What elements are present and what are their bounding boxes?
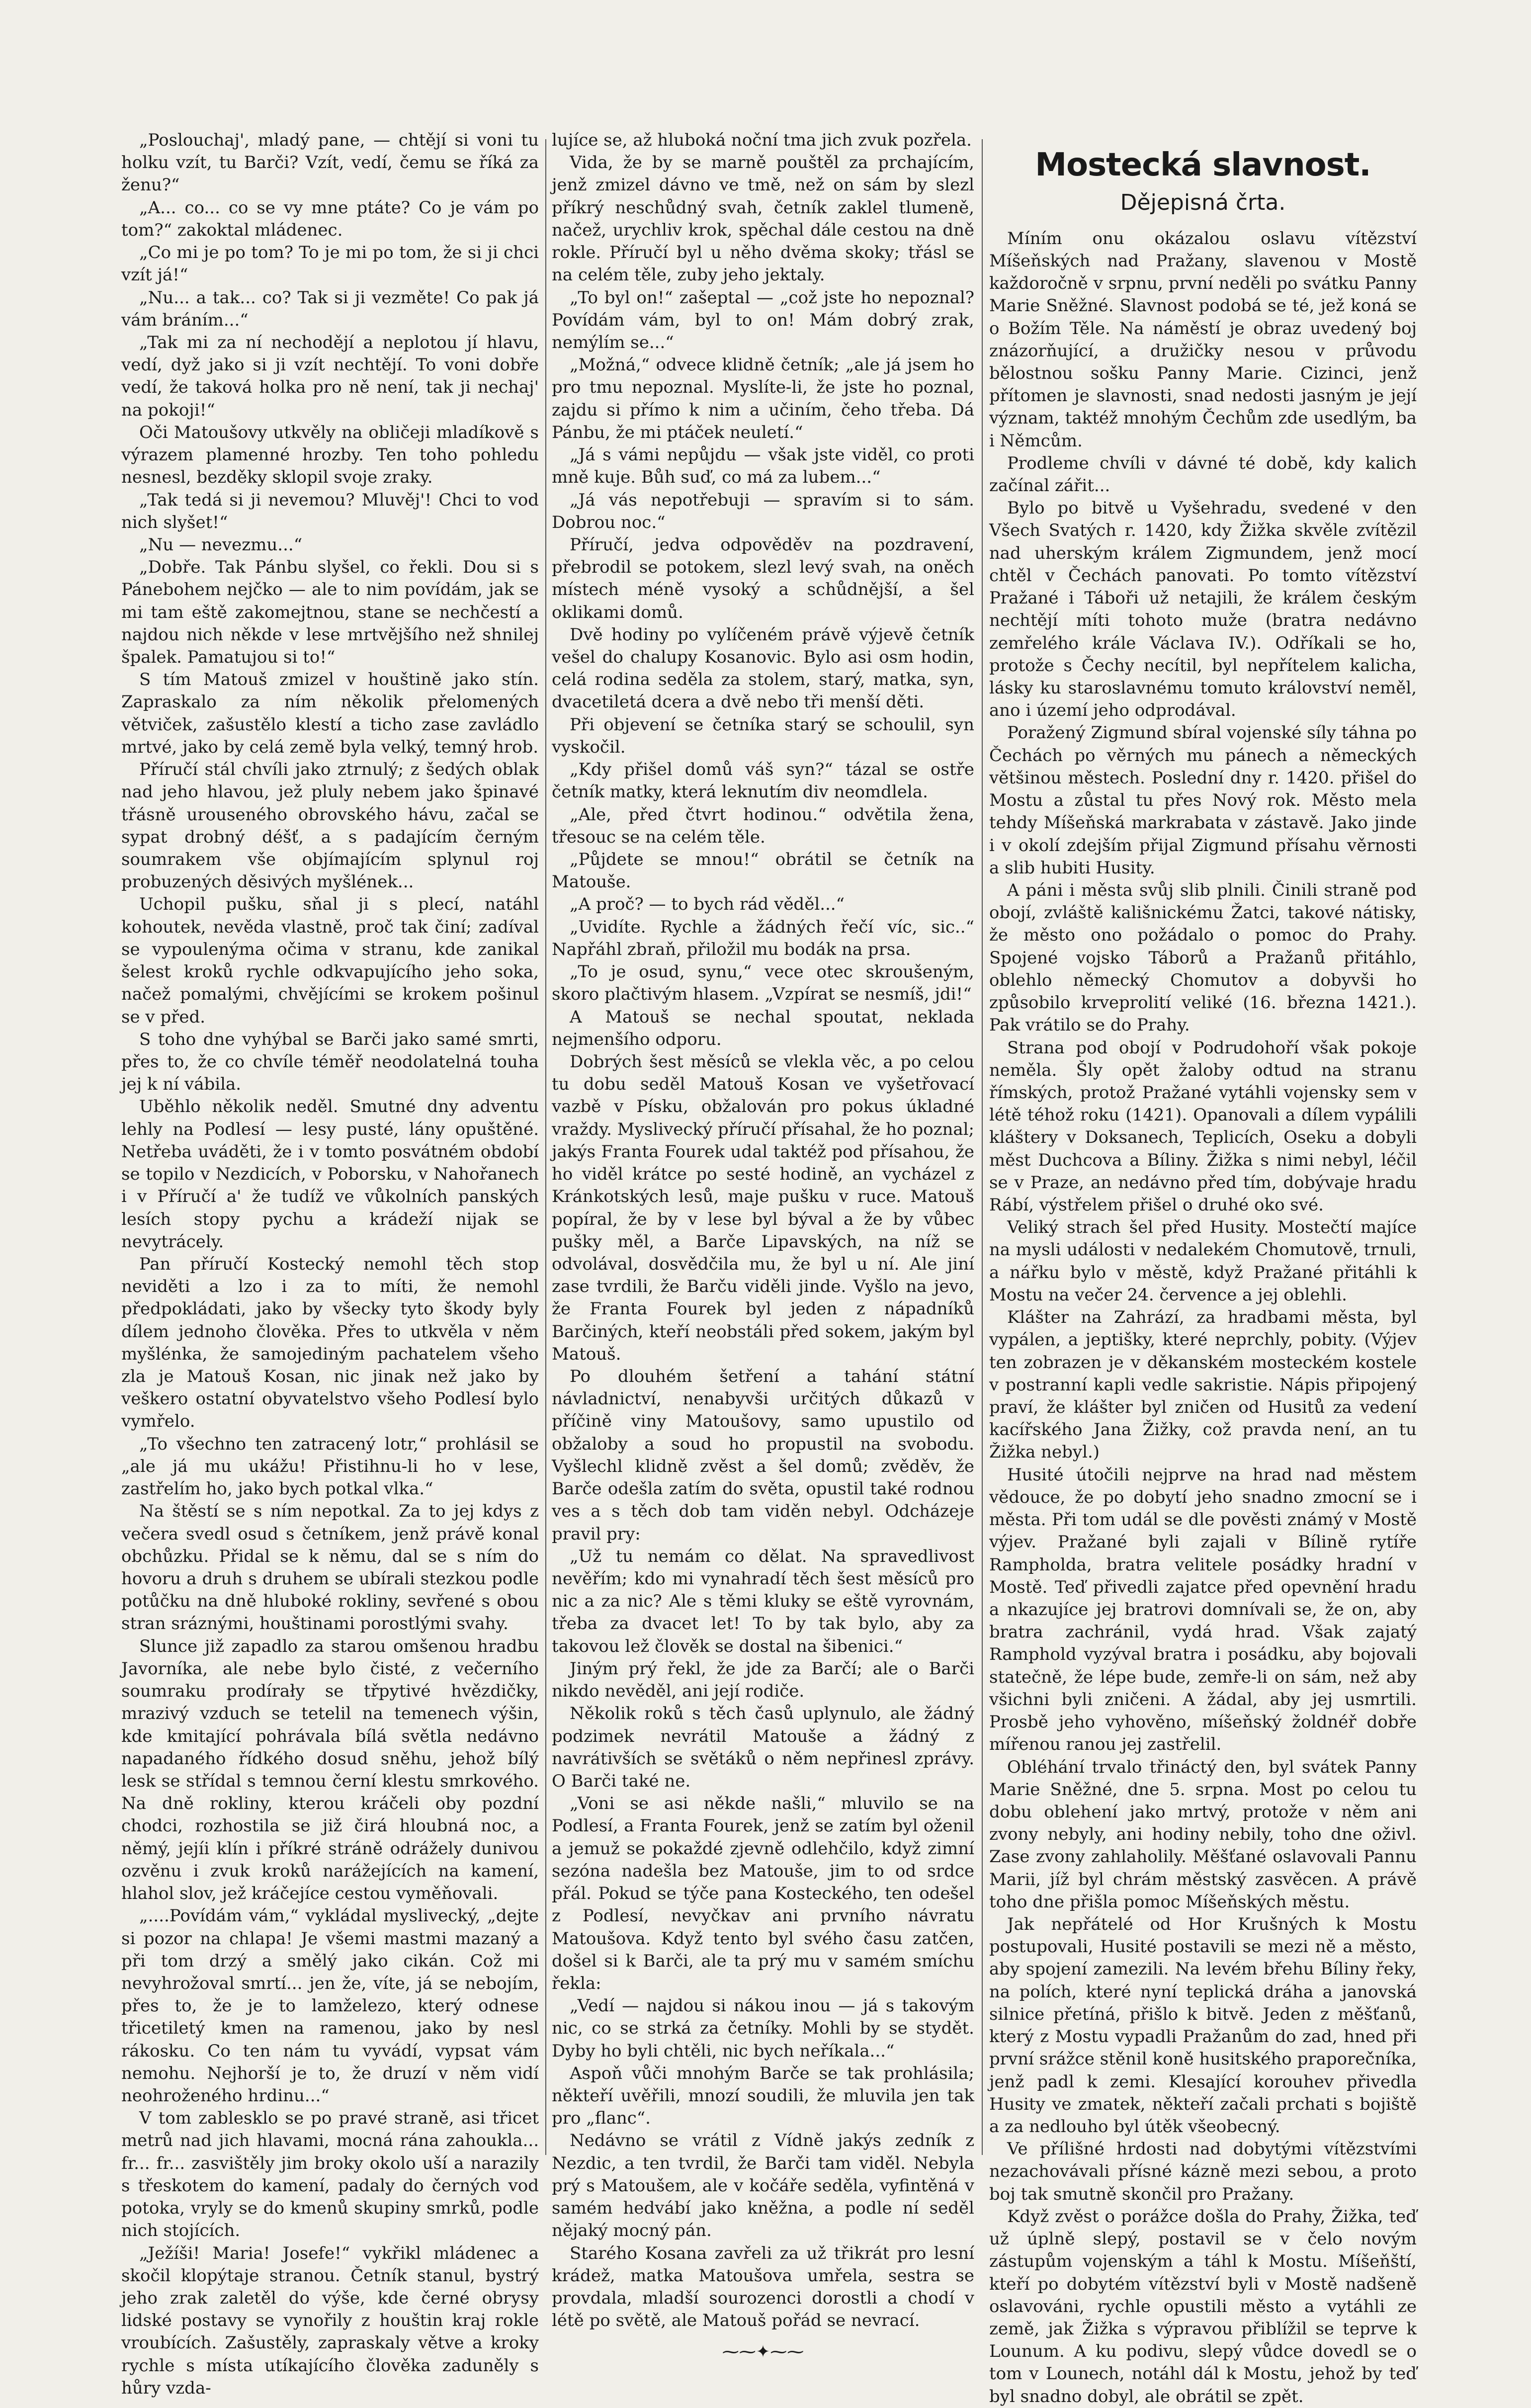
paragraph: „Tak tedá si ji nevemou? Mluvěj'! Chci to vod nich slyšet!“ (121, 490, 539, 532)
paragraph: „Uvidíte. Rychle a žádných řečí víc, sic..“ Napřáhl zbraň, přiložil mu bodák na prsa. (552, 917, 974, 959)
paragraph: „Půjdete se mnou!“ obrátil se četník na Matouše. (552, 850, 974, 892)
paragraph: Aspoň vůči mnohým Barče se tak prohlásila; někteří uvěřili, mnozí soudili, že mluvila jen tak pro „flanc“. (552, 2063, 974, 2129)
paragraph: Pan příručí Kostecký nemohl těch stop neviděti a lzo i za to míti, že nemohl předpokládati, jako by všecky tyto škody byly dílem jednoho člověka. Přes to utkvěla v něm myšlénka, že samojediným pachatelem všeho zla je Matouš Kosan, nic jinak než jako by veškero ostatní obyvatelstvo všeho Podlesí bylo vymřelo. (121, 1254, 539, 1432)
article-title: Mostecká slavnost. (1035, 147, 1371, 183)
paragraph: Nedávno se vrátil z Vídně jakýs zedník z Nezdic, a ten tvrdil, že Barči tam viděl. Nebyla prý s Matoušem, ale v kočáře seděla, vyfintěná v samém hedvábí jako kněžna, a podle ní seděl nějaký mocný pán. (552, 2131, 974, 2241)
paragraph: Příručí, jedva odpověděv na pozdravení, přebrodil se potokem, slezl levý svah, na oněch místech méně vysoký a schůdnější, a šel oklikami domů. (552, 534, 974, 622)
paragraph: Jiným prý řekl, že jde za Barčí; ale o Barči nikdo nevěděl, ani její rodiče. (552, 1658, 974, 1702)
paragraph: „Možná,“ odvece klidně četník; „ale já jsem ho pro tmu nepoznal. Myslíte-li, že jste ho poznal, zajdu si přímo k nim a učiním, čeho třeba. Dá Pánbu, že mi ptáček neuletí.“ (552, 355, 974, 442)
paragraph: Když zvěst o porážce došla do Prahy, Žižka, teď už úplně slepý, postavil se v čelo novým zástupům vojenským a táhl k Mostu. Míšeňští, kteří po dobytém vítězství byli v Mostě nadšeně oslavováni, rychle opustili město a vytáhli ze země, jak Žižka s výpravou přiblížil se teprve k Lounum. A ku podivu, slepý vůdce dovedl se o tom v Lounech, notáhl dál k Mostu, jehož by teď byl snadno dobyl, ale obrátil se zpět. (989, 2206, 1417, 2407)
paragraph: „Nu... a tak... co? Tak si ji vezměte! Co pak já vám bráním...“ (121, 287, 539, 330)
paragraph: „Co mi je po tom? To je mi po tom, že si ji chci vzít já!“ (121, 243, 539, 285)
paragraph: „To všechno ten zatracený lotr,“ prohlásil se „ale já mu ukážu! Přistihnu-li ho v lese, zastřelím ho, jako bych potkal vlka.“ (121, 1434, 539, 1499)
paragraph: Veliký strach šel před Husity. Mostečtí majíce na mysli události v nedalekém Chomutově, trnuli, a nářku bylo v městě, když Pražané přitáhli k Mostu na večer 24. července a jej oblehli. (989, 1217, 1417, 1305)
column-rule (982, 139, 983, 2155)
paragraph: V tom zablesklo se po pravé straně, asi třicet metrů nad jich hlavami, mocná rána zahoukla... fr... fr... zasvištěly jim broky okolo uší a narazily s třeskotem do kamení, padaly do černých vod potoka, vryly se do kmenů skupiny smrků, podle nich stojících. (121, 2108, 539, 2241)
paragraph: „Poslouchaj', mladý pane, — chtějí si voni tu holku vzít, tu Barči? Vzít, vedí, čemu se říká za ženu?“ (121, 130, 539, 195)
paragraph: Příručí stál chvíli jako ztrnulý; z šedých oblak nad jeho hlavou, jež pluly nebem jako špinavé třásně urouseného obrovského hávu, začal se sypat drobný déšť, a s padajícím černým soumrakem vše objímajícím splynul roj probuzených děsivých myšlének... (121, 760, 539, 892)
paragraph: Na štěstí se s ním nepotkal. Za to jej kdys z večera svedl osud s četníkem, jenž právě konal obchůzku. Přidal se k němu, dal se s ním do hovoru a druh s druhem se ubírali stezkou podle potůčku na dně hluboké rokliny, sevřené s obou stran sráznými, houštinami porostlými svahy. (121, 1501, 539, 1634)
paragraph: Jak nepřátelé od Hor Krušných k Mostu postupovali, Husité postavili se mezi ně a město, aby spojení zamezili. Na levém břehu Bíliny řeky, na polích, které nyní teplická dráha a janovská silnice přetíná, přišlo k bitvě. Jeden z měšťanů, který z Mostu vypadli Pražanům do zad, hned při první srážce stěnil koně husitského praporečníka, jenž padl k zemi. Klesající korouhev přivedla Husity ve zmatek, někteří začali prchati s bojiště a za nedlouho byl útěk všeobecný. (989, 1914, 1417, 2137)
story-column-left (121, 129, 539, 2398)
paragraph: S tím Matouš zmizel v houštině jako stín. Zapraskalo za ním několik přelomených větviček, zašustělo klestí a ticho zase zavládlo mrtvé, jako by celá země byla velký, temný hrob. (121, 670, 539, 757)
paragraph: Strana pod obojí v Podrudohoří však pokoje neměla. Šly opět žaloby odtud na stranu římských, protož Pražané vytáhli vojensky sem v létě téhož roku (1421). Opanovali a dílem vypálili kláštery v Doksanech, Teplicích, Oseku a dobyli měst Duchcova a Bíliny. Žižka s nimi nebyl, léčil se v Praze, an nedávno před tím, dobývaje hradu Rábí, výstřelem přišel o druhé oko své. (989, 1037, 1417, 1215)
paragraph: „A proč? — to bych rád věděl...“ (570, 894, 845, 915)
paragraph: Dobrých šest měsíců se vlekla věc, a po celou tu dobu seděl Matouš Kosan ve vyšetřovací vazbě v Písku, obžalován pro pokus úkladné vraždy. Myslivecký příručí přísahal, že ho poznal; jakýs Franta Fourek udal taktéž pod přísahou, že ho viděl krátce po sesté hodině, an vycházel z Kránkotských lesů, maje pušku v ruce. Matouš popíral, že by v lese byl býval a že by vůbec pušky měl, a Barče Lipavských, na níž se odvolával, dosvědčila mu, že byl u ní. Ale jiní zase tvrdili, že Barču viděli jinde. Vyšlo na jevo, že Franta Fourek byl jeden z nápadníků Barčiných, kteří neobstáli před sokem, jakým byl Matouš. (552, 1051, 974, 1364)
paragraph: Několik roků s těch časů uplynulo, ale žádný podzimek nevrátil Matouše a žádný z navrátivších se světáků o něm nepřinesl zprávy. O Barči také ne. (552, 1704, 974, 1791)
paragraph: „Tak mi za ní nechodějí a neplotou jí hlavu, vedí, dyž jako si ji vzít nechtějí. To voni dobře vedí, že taková holka pro ně není, tak ji nechaj' na pokoji!“ (121, 332, 539, 420)
paragraph: Oči Matoušovy utkvěly na obličeji mladíkově s výrazem plamenné hrozby. Ten toho pohledu nesnesl, bezděky sklopil svoje zraky. (121, 422, 539, 488)
paragraph: „Ježíši! Maria! Josefe!“ vykřikl mládenec a skočil klopýtaje stranou. Četník stanul, bystrý jeho zrak zaletěl do výše, kde černé obrysy lidské postavy se vynořily z houštin kraj rokle vroubících. Zašustěly, zapraskaly větve a kroky rychle s místa utíkajícího člověka zaduněly s hůry vzda- (121, 2243, 539, 2398)
paragraph: „Já s vámi nepůjdu — však jste viděl, co proti mně kuje. Bůh suď, co má za lubem...“ (552, 445, 974, 488)
paragraph: „Dobře. Tak Pánbu slyšel, co řekli. Dou si s Pánebohem nejčko — ale to nim povídám, jak se mi tam eště zakomejtnou, stane se nechčestí a najdou nich někde v lese mrtvějšího než shnilej špalek. Pamatujou si to!“ (121, 557, 539, 668)
article-column-right (989, 129, 1417, 2407)
paragraph: „Nu — nevezmu...“ (139, 534, 303, 555)
paragraph: A páni i města svůj slib plnili. Činili straně pod obojí, zvláště kališnickému Žatci, takové nátisky, že město ono požádalo o pomoc do Prahy. Spojené vojsko Táborů a Pražanů přitáhlo, oblehlo německý Chomutov a dobyvši ho způsobilo krveprolití veliké (16. března 1421.). Pak vrátilo se do Prahy. (989, 880, 1417, 1035)
article-body (989, 228, 1417, 2408)
paragraph: Klášter na Zahrází, za hradbami města, byl vypálen, a jeptišky, které neprchly, pobity. (Výjev ten zobrazen je v děkanském mosteckém kostele v postranní kapli vedle sakristie. Nápis připojený praví, že klášter byl zničen od Husitů za vedení kacířského Jana Žižky, což pravda není, an tu Žižka nebyl.) (989, 1307, 1417, 1462)
end-ornament: ⁓⁓✦⁓⁓ (722, 2342, 804, 2362)
paragraph: „Už tu nemám co dělat. Na spravedlivost nevěřím; kdo mi vynahradí těch šest měsíců pro nic a za nic? Ale s těmi kluky se eště vyrovnám, třeba za dvacet let! To by tak bylo, aby za takovou lež člověk se dostal na šibenici.“ (552, 1546, 974, 1656)
paragraph: „To je osud, synu,“ vece otec skroušeným, skoro plačtivým hlasem. „Vzpírat se nesmíš, jdi!“ (552, 962, 974, 1005)
paragraph: „Vedí — najdou si nákou inou — já s takovým nic, co se strká za četníky. Mohli by se stydět. Dyby ho byli chtěli, nic bych neříkala...“ (552, 1996, 974, 2061)
article-subtitle: Dějepisná črta. (1120, 190, 1286, 216)
paragraph: Uběhlo několik neděl. Smutné dny adventu lehly na Podlesí — lesy pusté, lány opuštěné. Netřeba uváděti, že i v tomto posvátném období se topilo v Nezdicích, v Poborsku, v Nahořanech i v Příručí a' že tudíž ve vůkolních panských lesích stopy pychu a krádeží nijak se nevytrácely. (121, 1097, 539, 1252)
paragraph: Prodleme chvíli v dávné té době, kdy kalich začínal zářit... (989, 453, 1417, 496)
paragraph: S toho dne vyhýbal se Barči jako samé smrti, přes to, že co chvíle téměř neodolatelná touha jej k ní vábila. (121, 1029, 539, 1095)
paragraph: A Matouš se nechal spoutat, neklada nejmenšího odporu. (552, 1007, 974, 1049)
paragraph: „To byl on!“ zašeptal — „což jste ho nepoznal? Povídám vám, byl to on! Mám dobrý zrak, nemýlím se...“ (552, 287, 974, 352)
story-column-middle (552, 129, 974, 2362)
paragraph: Při objevení se četníka starý se schoulil, syn vyskočil. (552, 714, 974, 757)
paragraph: Bylo po bitvě u Vyšehradu, svedené v den Všech Svatých r. 1420, kdy Žižka skvěle zvítězil nad uherským králem Zigmundem, jenž mocí chtěl v Čechách panovati. Po tomto vítězství Pražané i Táboři už netajili, že králem českým nechtějí míti tohoto muže (bratra nedávno zemřelého krále Václava IV.). Odříkali se ho, protože s Čechy necítil, byl nepřítelem kalicha, lásky ku staroslavnému tomuto království neměl, ano i území jeho odprodával. (989, 498, 1417, 721)
paragraph: Dvě hodiny po vylíčeném právě výjevě četník vešel do chalupy Kosanovic. Bylo asi osm hodin, celá rodina seděla za stolem, starý, matka, syn, dvacetiletá dcera a dvě nebo tři menší děti. (552, 624, 974, 712)
paragraph: Husité útočili nejprve na hrad nad městem vědouce, že po dobytí jeho snadno zmocní se i města. Při tom udál se dle pověsti známý v Mostě výjev. Pražané byli zajali v Bílině rytíře Rampholda, bratra velitele posádky hradní v Mostě. Teď přivedli zajatce před opevnění hradu a nkazujíce jej bratrovi domnívali se, že on, aby bratra zachránil, vydá hrad. Však zajatý Ramphold vyzýval bratra i posádku, aby bojovali statečně, že lépe bude, zemře-li on sám, než aby všichni byli zničeni. A žádal, aby jej usmrtili. Prosbě jeho vyhověno, míšeňský žoldnéř dobře mířenou ranou jej zastřelil. (989, 1464, 1417, 1755)
paragraph: „Kdy přišel domů váš syn?“ tázal se ostře četník matky, která leknutím div neomdlela. (552, 760, 974, 802)
paragraph: „Voni se asi někde našli,“ mluvilo se na Podlesí, a Franta Fourek, jenž se zatím byl oženil a jemuž se pokaždé zjevně odlehčilo, když zimní sezóna nadešla bez Matouše, jim to od srdce přál. Pokud se týče pana Kosteckého, ten odešel z Podlesí, nevyčkav ani prvního návratu Matoušova. Když tento byl svého času zatčen, došel si k Barči, ale ta prý mu v samém smíchu řekla: (552, 1794, 974, 1993)
paragraph: Míním onu okázalou oslavu vítězství Míšeňských nad Pražany, slavenou v Mostě každoročně v srpnu, první neděli po svátku Panny Marie Sněžné. Slavnost podobá se té, jež koná se o Božím Těle. Na náměstí je obraz uvedený boj znázorňující, a družičky nesou v průvodu bělostnou sošku Panny Marie. Cizinci, jenž přítomen je slavnosti, snad nedosti jasným je její význam, taktéž mnohým Čechům zde usedlým, ba i Němcům. (989, 228, 1417, 451)
paragraph: Vida, že by se marně pouštěl za prchajícím, jenž zmizel dávno ve tmě, než on sám by slezl příkrý neschůdný svah, četník zaklel tlumeně, načež, urychliv krok, spěchal dále cestou na dně rokle. Příručí byl u něho dvěma skoky; třásl se na celém těle, zuby jeho jektaly. (552, 153, 974, 285)
paragraph: Uchopil pušku, sňal ji s plecí, natáhl kohoutek, nevěda vlastně, proč tak činí; zadíval se vypoulenýma očima v stranu, kde zanikal šelest kroků rychle odkvapujícího jeho soka, načež pomalými, chvějícími se krokem pošinul se v před. (121, 894, 539, 1027)
paragraph: lujíce se, až hluboká noční tma jich zvuk pozřela. (552, 130, 972, 150)
paragraph: „Ale, před čtvrt hodinou.“ odvětila žena, třesouc se na celém těle. (552, 804, 974, 847)
paragraph: Po dlouhém šetření a tahání státní návladnictví, nenabyvši určitých důkazů v příčině viny Matoušovy, samo upustilo od obžaloby a soud ho propustil na svobodu. Vyšlechl klidně zvěst a šel domů; zvěděv, že Barče odešla zatím do světa, opustil také rodnou ves a s těch dob tam viděn nebyl. Odcházeje pravil pry: (552, 1367, 974, 1544)
paragraph: Starého Kosana zavřeli za už třikrát pro lesní krádež, matka Matoušova umřela, sestra se provdala, mladší sourozenci dorostli a chodí v létě po světě, ale Matouš pořád se nevrací. (552, 2243, 974, 2331)
paragraph: Ve přílišné hrdosti nad dobytými vítězstvími nezachovávali přísné kázně mezi sebou, a proto boj tak smutně skončil pro Pražany. (989, 2139, 1417, 2204)
paragraph: Slunce již zapadlo za starou omšenou hradbu Javorníka, ale nebe bylo čisté, z večerního soumraku prodírały se třpytivé hvězdičky, mrazivý vzduch se tetelil na temenech výšin, kde kmitající pohrávala bílá světla nedávno napadaného řídkého dosud sněhu, jehož bílý lesk se střídal s temnou černí klestu smrkového. Na dně rokliny, kterou kráčeli oby pozdní chodci, rozhostila se již čirá hloubná noc, a němý, jejíi klín i příkré stráně odrážely dunivou ozvěnu i zvuk kroků narážejících na kamení, hlahol slov, jež kráčejíce cestou vyměňovali. (121, 1636, 539, 1904)
paragraph: „....Povídám vám,“ vykládal myslivecký, „dejte si pozor na chlapa! Je všemi mastmi mazaný a při tom drzý a smělý jako cikán. Což mi nevyhrožoval smrtí... jen že, víte, já se nebojím, přes to, že je to lamželezo, který odnese třicetiletý kmen na ramenou, jako by nesl rákosku. Co ten nám tu vyvádí, vypsat vám nemohu. Nejhorší je to, že druzí v něm vidí neohroženého hrdinu...“ (121, 1906, 539, 2106)
paragraph: Obléhání trvalo třináctý den, byl svátek Panny Marie Sněžné, dne 5. srpna. Most po celou tu dobu oblehení jako mrtvý, protože v něm ani zvony nebyly, ani hodiny nebily, toho dne oživl. Zase zvony zahlaholily. Měšťané oslavovali Pannu Marii, jíž byl chrám městský zasvěcen. A právě toho dne přišla pomoc Míšeňských městu. (989, 1757, 1417, 1912)
paragraph: „Já vás nepotřebuji — spravím si to sám. Dobrou noc.“ (552, 490, 974, 532)
column-rule (545, 139, 546, 2155)
paragraph: Poražený Zigmund sbíral vojenské síly táhna po Čechách po věrných mu pánech a německých většinou městech. Poslední dny r. 1420. přišel do Mostu a zůstal tu přes Nový rok. Město mela tehdy Míšeňská markrabata v zástavě. Jako jinde i v okolí zdejším přijal Zigmund přísahu věrnosti a slib hubiti Husity. (989, 723, 1417, 878)
paragraph: „A... co... co se vy mne ptáte? Co je vám po tom?“ zakoktal mládenec. (121, 197, 539, 240)
